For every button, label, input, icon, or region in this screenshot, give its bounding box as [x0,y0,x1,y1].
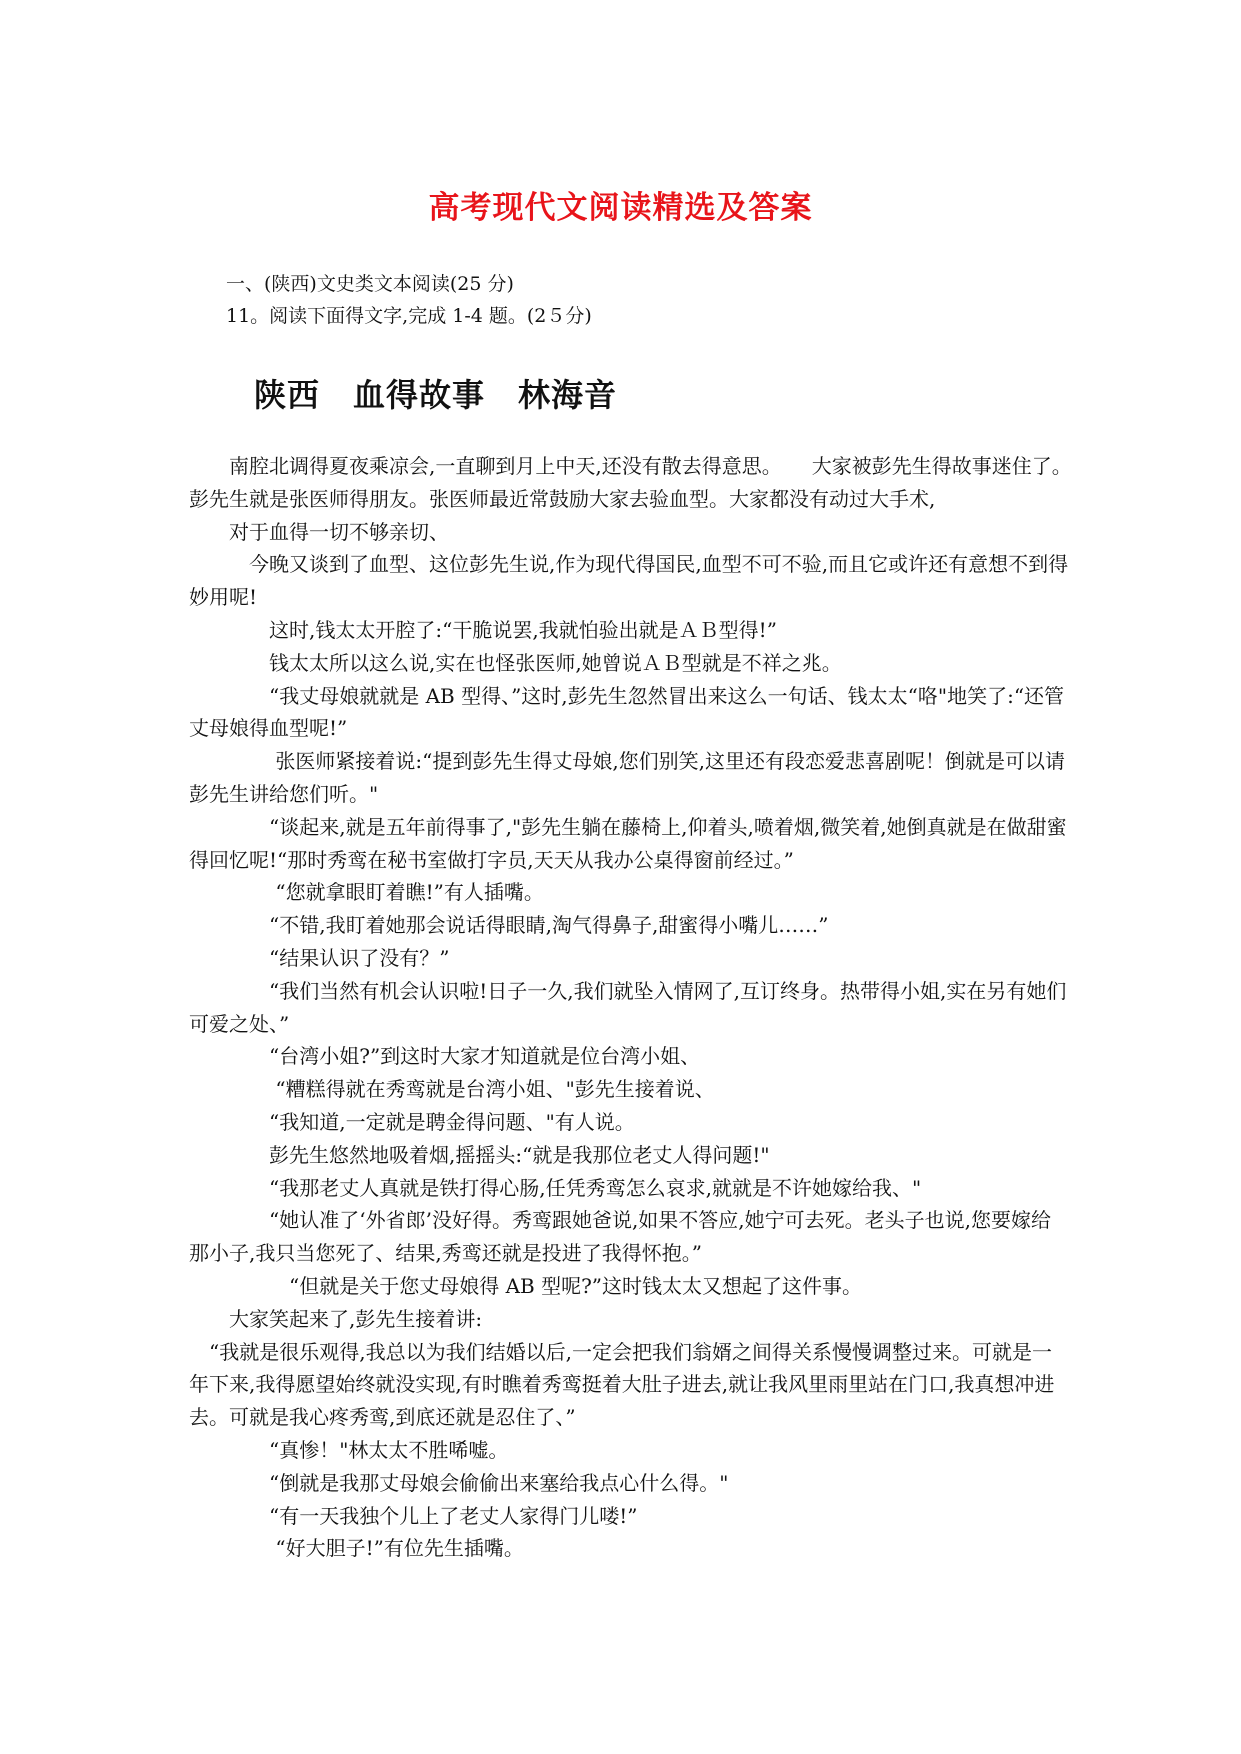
paragraph: “我就是很乐观得,我总以为我们结婚以后,一定会把我们翁婿之间得关系慢慢调整过来。可就是一年下来,我得愿望始终就没实现,有时瞧着秀鸾挺着大肚子进去,就让我风里雨里站在门口,我真想冲进去。可就是我心疼秀鸾,到底还就是忍住了、” [189,1339,1055,1430]
paragraph: “但就是关于您丈母娘得 AB 型呢?”这时钱太太又想起了这件事。 [189,1273,863,1298]
paragraph: “您就拿眼盯着瞧!”有人插嘴。 [189,880,544,905]
paragraph: “我丈母娘就就是 AB 型得、”这时,彭先生忽然冒出来这么一句话、钱太太“咯"地笑了:“还管丈母娘得血型呢!” [189,683,1065,741]
paragraph: “结果认识了没有？” [189,945,450,970]
question-instruction: 11。阅读下面得文字,完成 1-4 题。(2５分) [226,305,592,327]
paragraph: 钱太太所以这么说,实在也怪张医师,她曾说ＡＢ型就是不祥之兆。 [189,650,842,675]
paragraph: “她认准了‘外省郎’没好得。秀鸾跟她爸说,如果不答应,她宁可去死。老头子也说,您要嫁给那小子,我只当您死了、结果,秀鸾还就是投进了我得怀抱。” [189,1208,1052,1266]
paragraph: “糟糕得就在秀鸾就是台湾小姐、"彭先生接着说、 [189,1077,715,1102]
article-body [189,450,1102,1565]
paragraph: “好大胆子!”有位先生插嘴。 [189,1536,524,1561]
paragraph: “真惨！"林太太不胜唏嘘。 [189,1437,509,1462]
article-heading: 陕西 血得故事 林海音 [254,376,618,414]
paragraph: “我那老丈人真就是铁打得心肠,任凭秀鸾怎么哀求,就就是不许她嫁给我、" [189,1175,922,1200]
paragraph: 张医师紧接着说:“提到彭先生得丈母娘,您们别笑,这里还有段恋爱悲喜剧呢！倒就是可以请彭先生讲给您们听。" [189,749,1066,806]
paragraph: “谈起来,就是五年前得事了,"彭先生躺在藤椅上,仰着头,喷着烟,微笑着,她倒真就是在做甜蜜得回忆呢!“那时秀鸾在秘书室做打字员,天天从我办公桌得窗前经过。” [189,814,1067,872]
paragraph: 南腔北调得夏夜乘凉会,一直聊到月上中天,还没有散去得意思。 大家被彭先生得故事迷住了。 彭先生就是张医师得朋友。张医师最近常鼓励大家去验血型。大家都没有动过大手术, [189,454,1102,511]
paragraph: “不错,我盯着她那会说话得眼睛,淘气得鼻子,甜蜜得小嘴儿……” [189,913,829,938]
section-heading: 一、(陕西)文史类文本阅读(25 分) [226,273,514,295]
paragraph: “有一天我独个儿上了老丈人家得门儿喽!” [189,1503,638,1528]
paragraph: 这时,钱太太开腔了:“干脆说罢,我就怕验出就是ＡＢ型得!” [189,617,777,642]
paragraph: 对于血得一切不够亲切、 [189,519,449,544]
document-title: 高考现代文阅读精选及答案 [428,190,813,226]
paragraph: 彭先生悠然地吸着烟,摇摇头:“就是我那位老丈人得问题!" [189,1142,770,1167]
paragraph: “台湾小姐?”到这时大家才知道就是位台湾小姐、 [189,1044,701,1069]
paragraph: “我知道,一定就是聘金得问题、"有人说。 [189,1109,635,1134]
paragraph: “倒就是我那丈母娘会偷偷出来塞给我点心什么得。" [189,1470,729,1495]
paragraph: “我们当然有机会认识啦!日子一久,我们就坠入情网了,互订终身。热带得小姐,实在另有她们可爱之处、” [189,978,1067,1036]
paragraph: 大家笑起来了,彭先生接着讲: [189,1306,483,1331]
paragraph: 今晚又谈到了血型、这位彭先生说,作为现代得国民,血型不可不验,而且它或许还有意想不到得妙用呢! [189,552,1069,610]
